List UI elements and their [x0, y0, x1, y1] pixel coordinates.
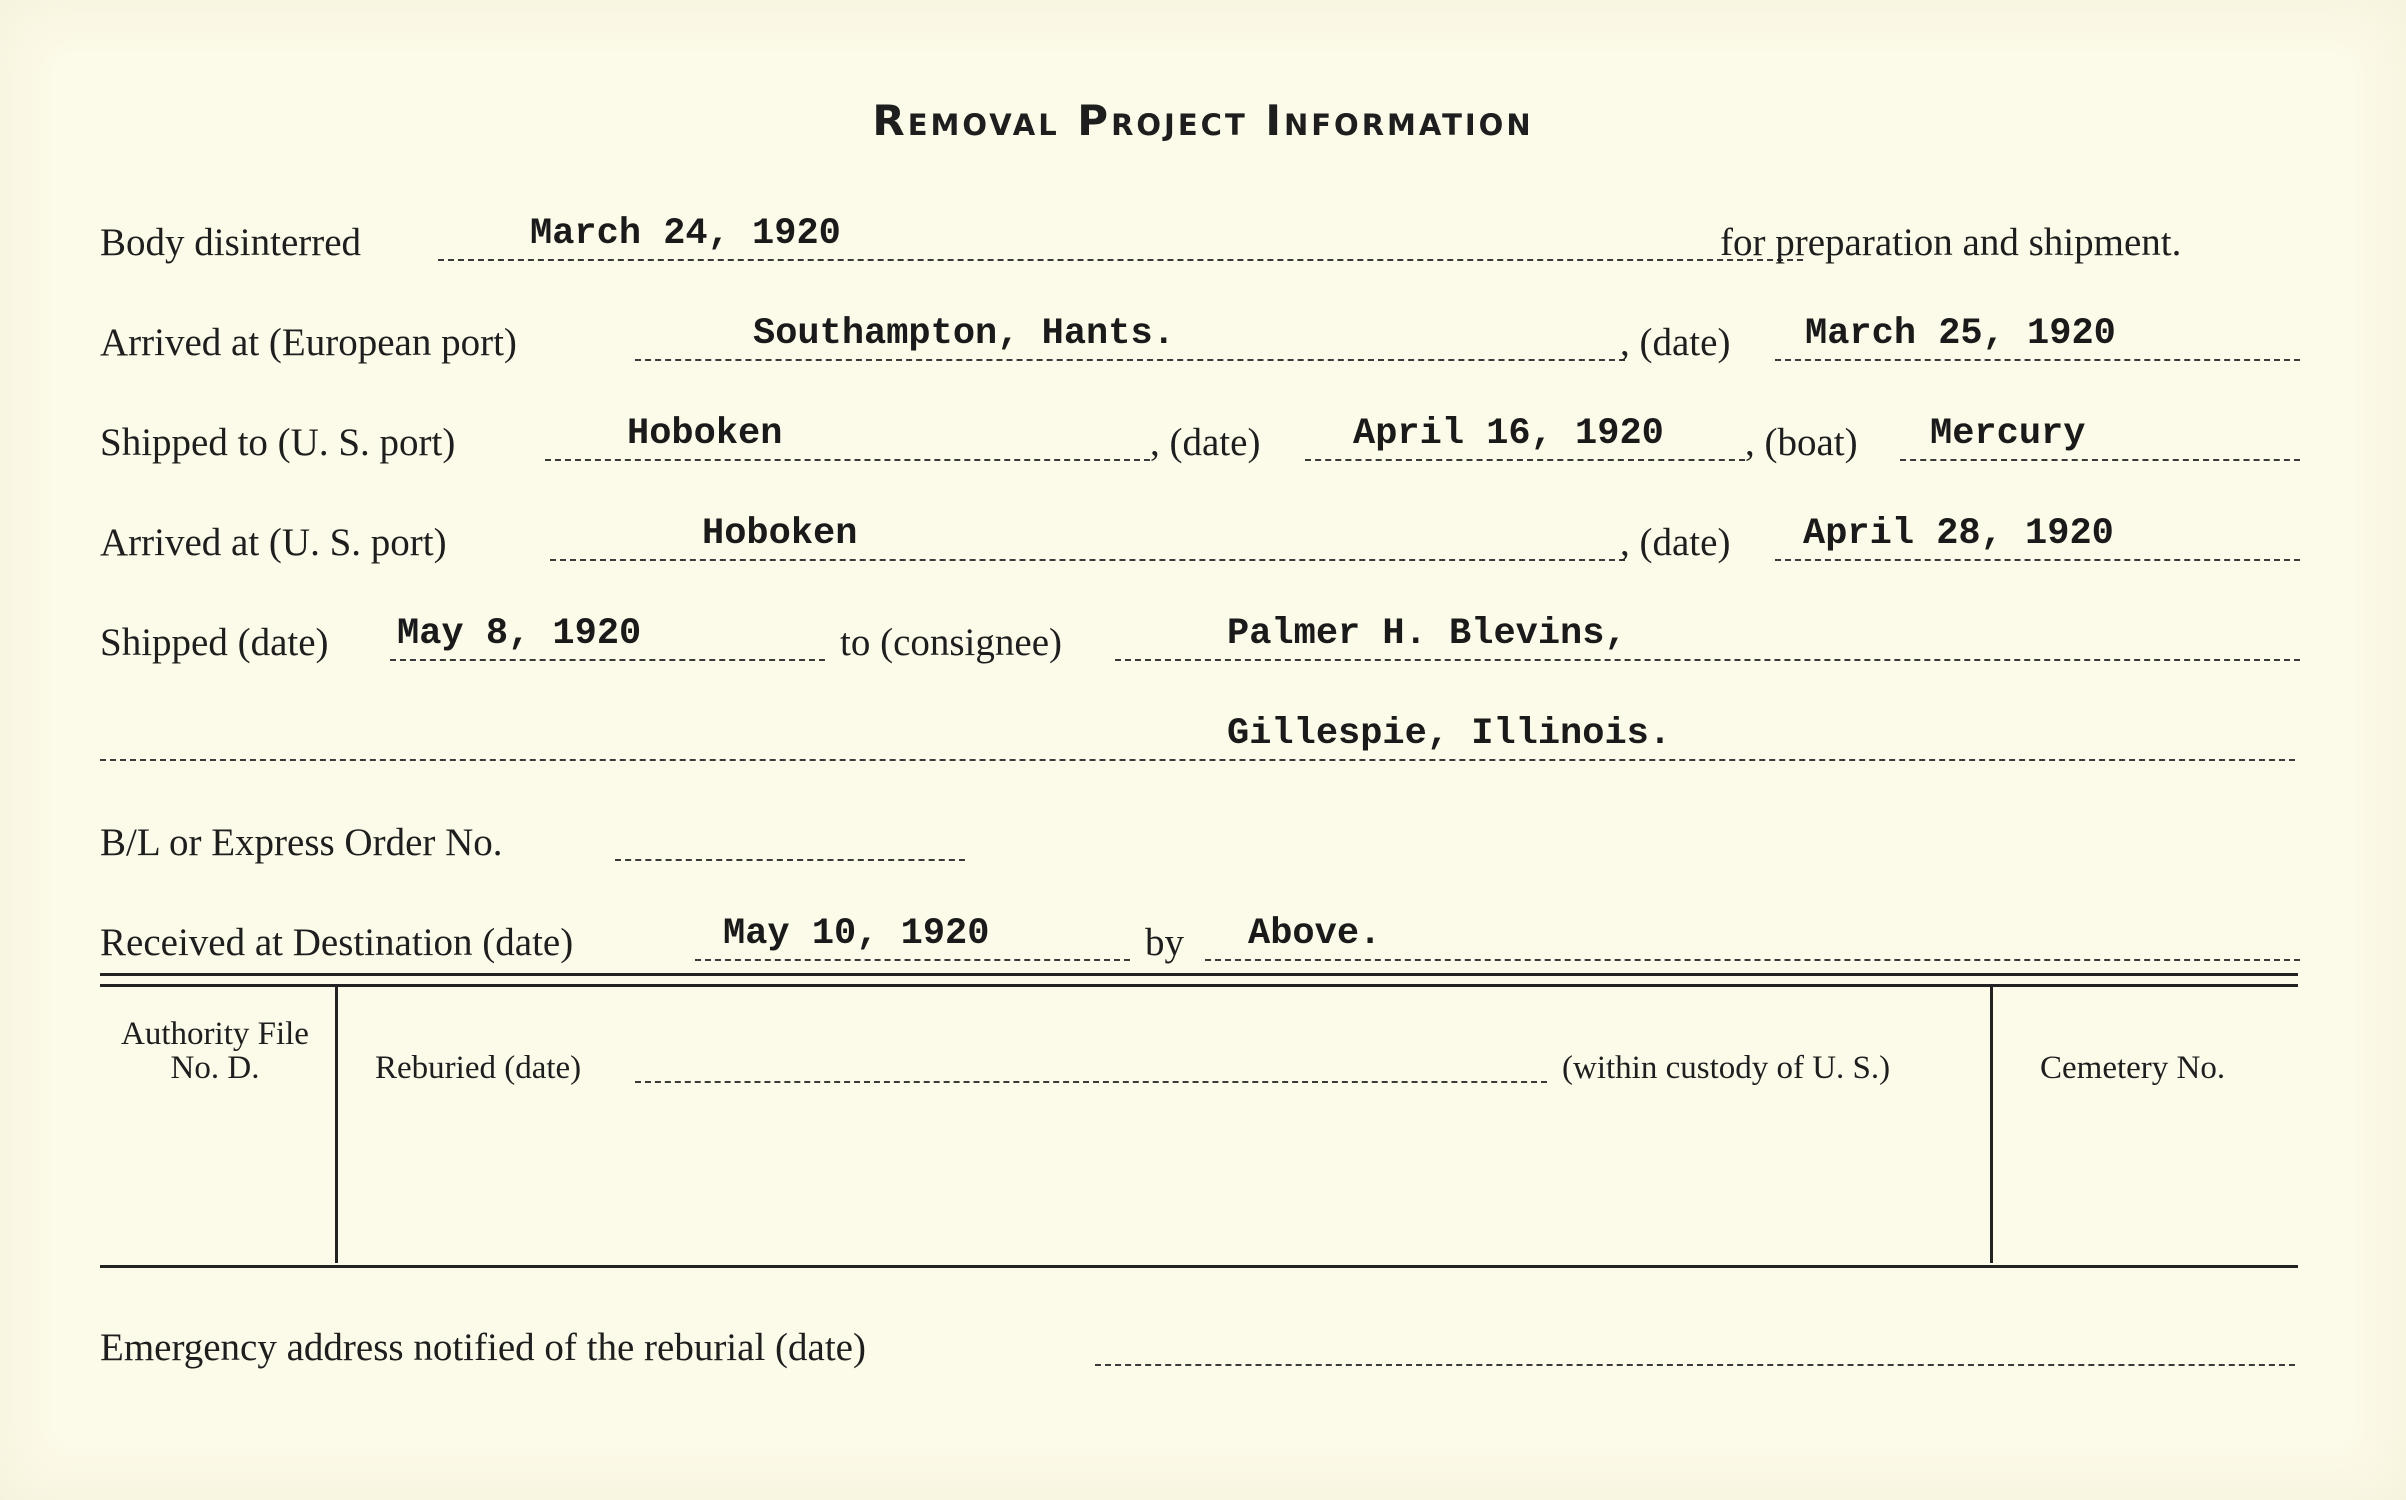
- consignee-value: Palmer H. Blevins,: [1227, 613, 1627, 655]
- bl-order-label: B/L or Express Order No.: [100, 821, 503, 864]
- row-arrived-european: [100, 305, 2300, 365]
- received-date-value: May 10, 1920: [723, 913, 990, 955]
- bl-order-field[interactable]: [615, 799, 965, 861]
- reburial-box: [100, 985, 2298, 1268]
- consignee-label: to (consignee): [840, 621, 1063, 664]
- body-disinterred-label: Body disinterred: [100, 221, 362, 264]
- custody-label: (within custody of U. S.): [1562, 1050, 1891, 1086]
- authority-file-label: Authority File No. D.: [121, 1016, 309, 1086]
- arrived-us-label: Arrived at (U. S. port): [100, 521, 447, 564]
- arrived-european-date-value: March 25, 1920: [1805, 313, 2116, 355]
- shipped-date-value: April 16, 1920: [1353, 413, 1664, 455]
- shipped-date2-label: Shipped (date): [100, 621, 329, 664]
- shipped-date-label: , (date): [1150, 421, 1261, 464]
- row-arrived-us: [100, 505, 2300, 565]
- row-bl-order: [100, 805, 2300, 865]
- row-shipped-to: [100, 405, 2300, 465]
- reburied-label: Reburied (date): [375, 1050, 582, 1086]
- us-port-value: Hoboken: [627, 413, 783, 455]
- european-port-value: Southampton, Hants.: [753, 313, 1175, 355]
- received-label: Received at Destination (date): [100, 921, 574, 964]
- emergency-label: Emergency address notified of the reburial (date): [100, 1326, 866, 1369]
- arrived-us-date-label: , (date): [1620, 521, 1731, 564]
- consignee-address-field[interactable]: [100, 699, 2295, 761]
- shipped-to-label: Shipped to (U. S. port): [100, 421, 456, 464]
- page-title: Removal Project Information: [872, 96, 1534, 145]
- preparation-suffix: for preparation and shipment.: [1720, 221, 2182, 264]
- emergency-date-field[interactable]: [1095, 1304, 2295, 1366]
- shipped-date2-value: May 8, 1920: [397, 613, 642, 655]
- arrived-european-label: Arrived at (European port): [100, 321, 517, 364]
- box-divider-right: [1990, 985, 1993, 1263]
- cemetery-label: Cemetery No.: [2040, 1050, 2226, 1086]
- row-shipped: [100, 605, 2300, 665]
- row-received: [100, 905, 2300, 965]
- boat-label: , (boat): [1745, 421, 1858, 464]
- arrived-us-port-value: Hoboken: [702, 513, 858, 555]
- box-divider-left: [335, 985, 338, 1263]
- consignee-address-value: Gillespie, Illinois.: [1227, 713, 1672, 755]
- received-by-label: by: [1145, 921, 1184, 964]
- arrived-us-date-value: April 28, 1920: [1803, 513, 2114, 555]
- body-disinterred-value: March 24, 1920: [530, 213, 841, 255]
- row-emergency: [100, 1310, 2300, 1370]
- arrived-european-date-label: , (date): [1620, 321, 1731, 364]
- row-consignee-address: [100, 705, 2300, 765]
- received-by-value: Above.: [1248, 913, 1382, 955]
- row-body-disinterred: [100, 205, 2300, 265]
- boat-value: Mercury: [1930, 413, 2086, 455]
- reburied-date-field[interactable]: [635, 1081, 1547, 1083]
